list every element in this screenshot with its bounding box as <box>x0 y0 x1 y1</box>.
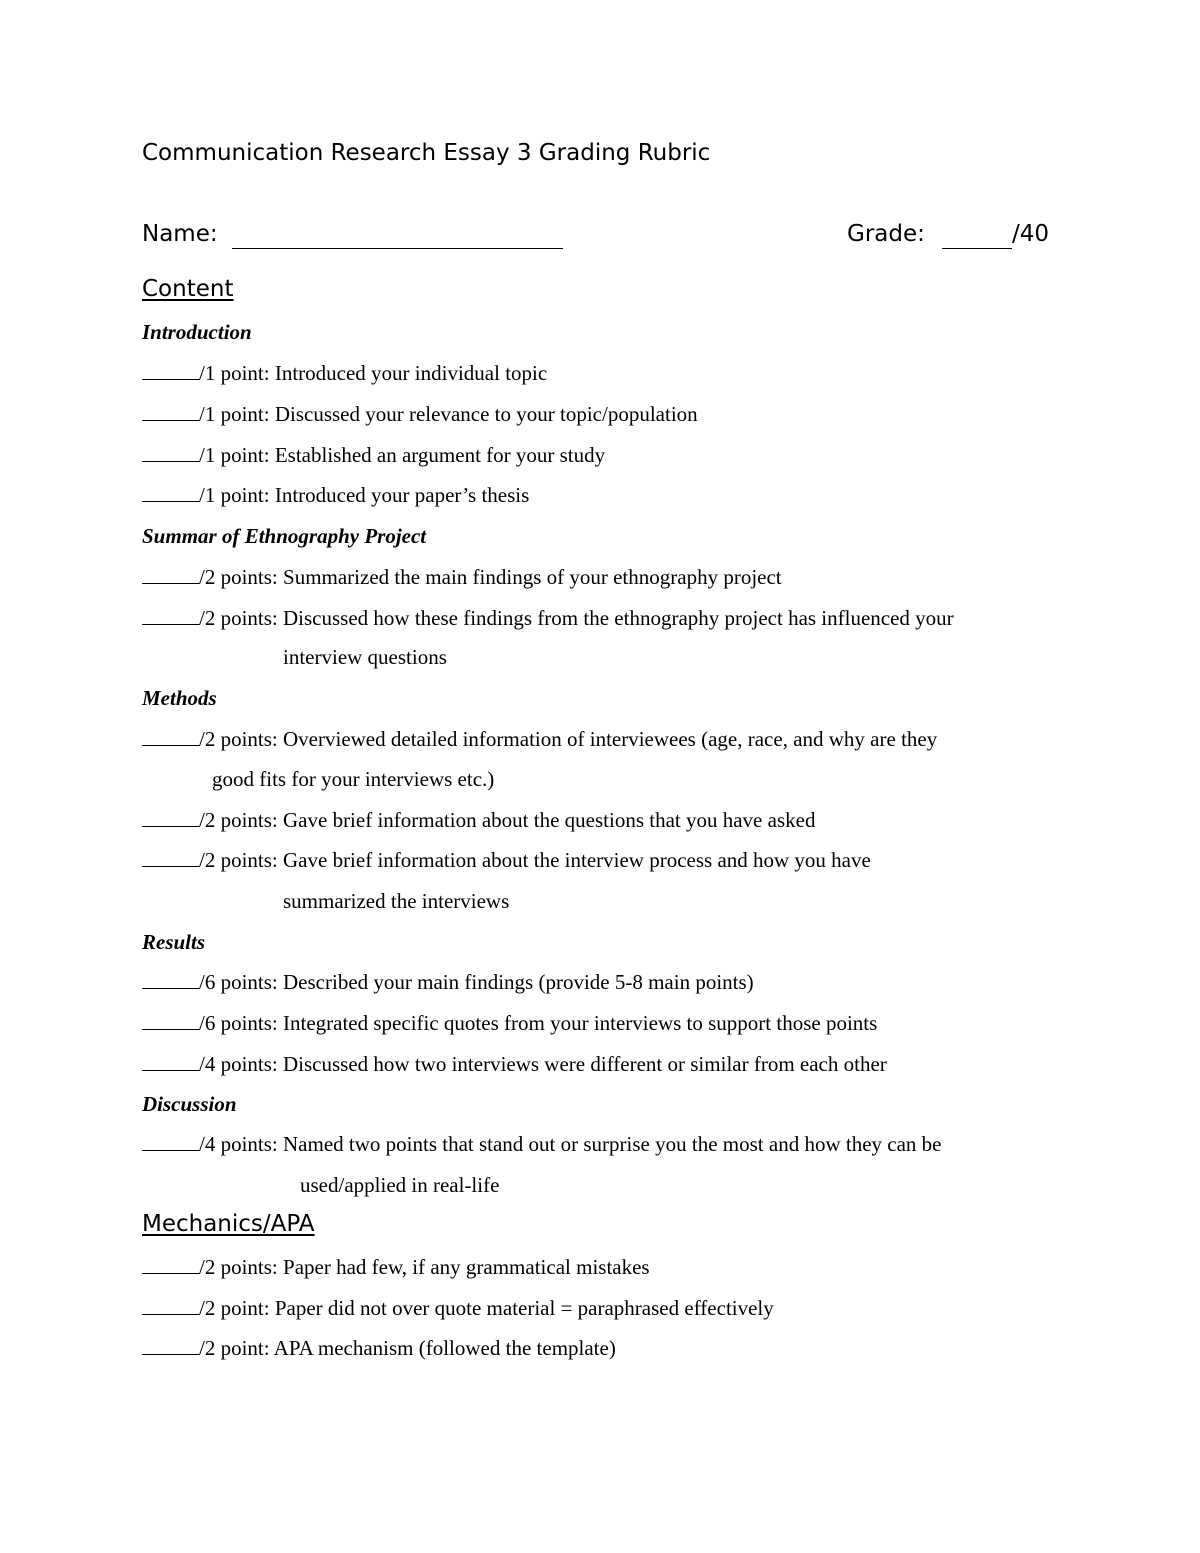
rubric-item-continuation: good fits for your interviews etc.) <box>212 767 495 791</box>
rubric-item: /2 points: Discussed how these findings from the ethnography project has influenced your <box>142 606 954 631</box>
score-blank <box>142 1296 199 1315</box>
rubric-item: /6 points: Described your main findings (provide 5-8 main points) <box>142 970 754 995</box>
rubric-item: /2 point: Paper did not over quote material = paraphrased effectively <box>142 1296 774 1321</box>
rubric-item-continuation: interview questions <box>283 645 447 669</box>
name-label: Name: <box>142 221 218 247</box>
score-blank <box>142 848 199 867</box>
rubric-item: /1 point: Introduced your individual topic <box>142 361 547 386</box>
score-blank <box>142 606 199 625</box>
score-blank <box>142 361 199 380</box>
rubric-item: /2 point: APA mechanism (followed the template) <box>142 1336 616 1361</box>
score-blank <box>142 727 199 746</box>
rubric-item: /2 points: Gave brief information about the questions that you have asked <box>142 808 815 833</box>
score-blank <box>142 808 199 827</box>
grade-total: /40 <box>1012 221 1050 247</box>
subheading-results: Results <box>142 930 206 954</box>
subheading-methods: Methods <box>142 686 217 710</box>
score-blank <box>142 1336 199 1355</box>
name-blank-line <box>232 248 563 249</box>
section-heading-mechanics: Mechanics/APA <box>142 1211 315 1237</box>
subheading-discussion: Discussion <box>142 1092 237 1116</box>
score-blank <box>142 1011 199 1030</box>
rubric-item: /4 points: Discussed how two interviews were different or similar from each other <box>142 1052 887 1077</box>
rubric-item: /2 points: Summarized the main findings of your ethnography project <box>142 565 782 590</box>
score-blank <box>142 483 199 502</box>
score-blank <box>142 565 199 584</box>
rubric-item: /4 points: Named two points that stand out or surprise you the most and how they can be <box>142 1132 941 1157</box>
subheading-introduction: Introduction <box>142 320 252 344</box>
score-blank <box>142 443 199 462</box>
score-blank <box>142 1132 199 1151</box>
page-title: Communication Research Essay 3 Grading Rubric <box>142 140 711 166</box>
grade-blank-line <box>942 248 1012 249</box>
section-heading-content: Content <box>142 276 234 302</box>
rubric-item: /6 points: Integrated specific quotes from your interviews to support those points <box>142 1011 877 1036</box>
rubric-item-continuation: summarized the interviews <box>283 889 510 913</box>
rubric-item: /2 points: Overviewed detailed information of interviewees (age, race, and why are they <box>142 727 937 752</box>
rubric-item: /1 point: Introduced your paper’s thesis <box>142 483 529 508</box>
rubric-item: /1 point: Established an argument for your study <box>142 443 605 468</box>
score-blank <box>142 402 199 421</box>
rubric-item: /1 point: Discussed your relevance to your topic/population <box>142 402 698 427</box>
subheading-summary: Summar of Ethnography Project <box>142 524 427 548</box>
score-blank <box>142 970 199 989</box>
score-blank <box>142 1255 199 1274</box>
rubric-item: /2 points: Paper had few, if any grammatical mistakes <box>142 1255 650 1280</box>
score-blank <box>142 1052 199 1071</box>
rubric-item: /2 points: Gave brief information about the interview process and how you have <box>142 848 871 873</box>
grade-label: Grade: <box>847 221 925 247</box>
rubric-item-continuation: used/applied in real-life <box>300 1173 500 1197</box>
